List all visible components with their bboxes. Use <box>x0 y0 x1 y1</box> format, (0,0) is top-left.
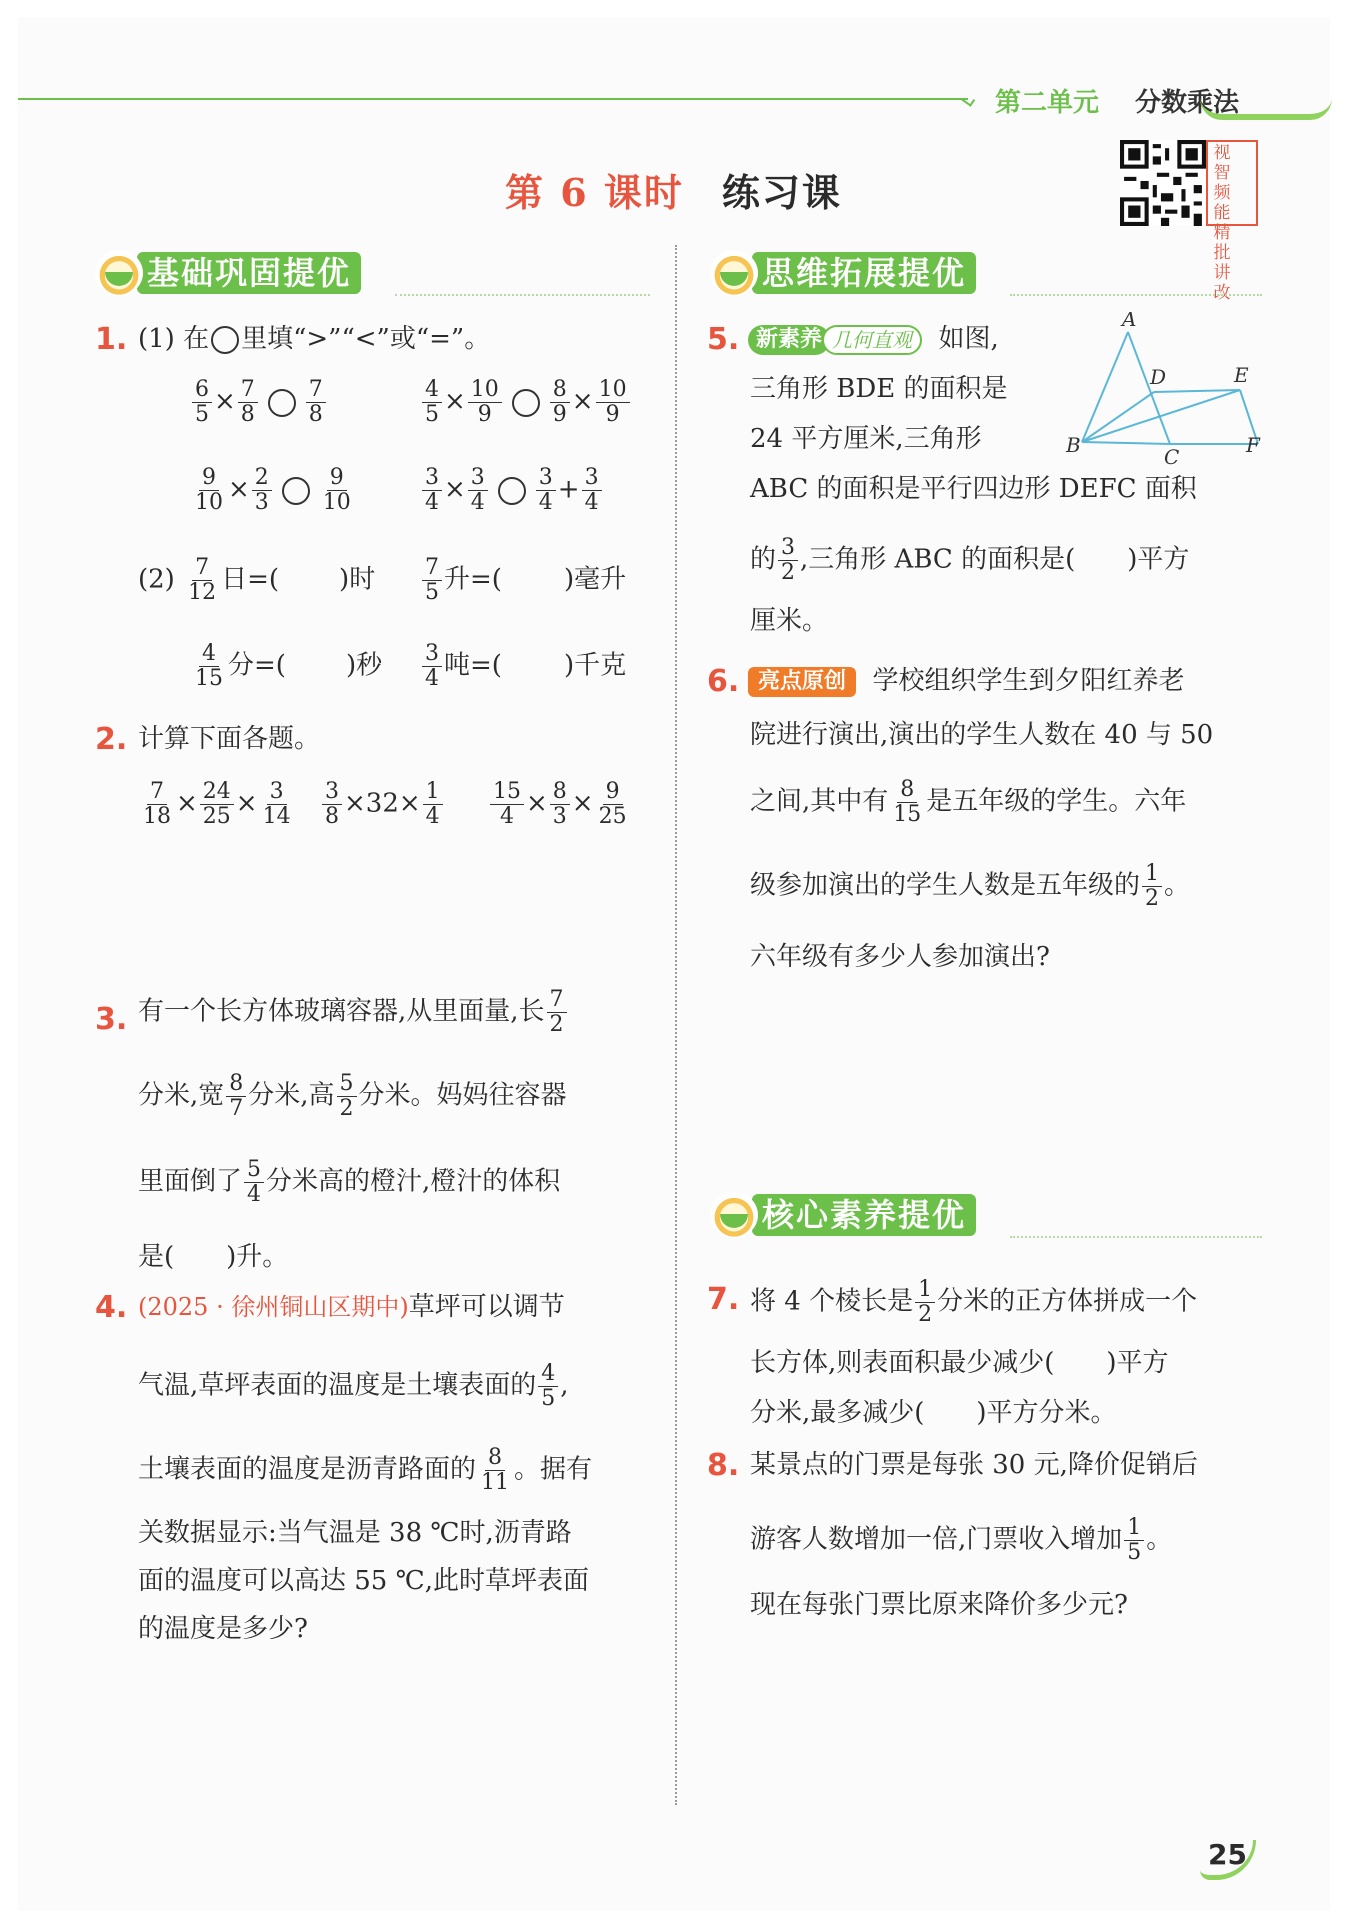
swoosh-decoration <box>1200 98 1332 120</box>
tag-geometry: 几何直观 <box>822 325 922 355</box>
q5-line3: 24 平方厘米,三角形 <box>750 424 982 454</box>
q6-line3: 之间,其中有 $\frac{8}{15}$ 是五年级的学生。六年 <box>750 777 1187 827</box>
q1-compare-3: $\frac{9}{10}$ × $\frac{2}{3}$ $\frac{9}{10}$ <box>195 465 351 515</box>
q1-part1-prompt: (1) 在 里填“>”“<”或“=”。 <box>138 324 491 354</box>
gear-icon <box>95 250 143 296</box>
q1-convert-2: $\frac{7}{5}$ 升=( )毫升 <box>420 556 626 605</box>
topic-label: 分数乘法 <box>1135 88 1240 118</box>
section-rule <box>1010 1236 1262 1238</box>
circle-blank[interactable] <box>498 477 526 505</box>
section-extend <box>710 250 976 296</box>
circle-blank[interactable] <box>512 389 540 417</box>
sprout-icon <box>710 250 758 296</box>
page-number: 25 <box>1208 1838 1247 1871</box>
q8-number: 8. <box>707 1448 740 1483</box>
section-core <box>710 1192 976 1238</box>
q3-line4: 是( )升。 <box>138 1242 289 1272</box>
q4-source: (2025 · 徐州铜山区期中) <box>138 1293 409 1321</box>
q6-line5: 六年级有多少人参加演出? <box>750 942 1050 972</box>
q2-expr-3: $\frac{15}{4}$ × $\frac{8}{3}$ × $\frac{9}{25}$ <box>488 780 632 829</box>
q5-line6: 厘米。 <box>750 606 829 636</box>
point-d-label: D <box>1150 365 1167 389</box>
point-e-label: E <box>1234 363 1249 387</box>
header-rule <box>18 98 968 100</box>
q1-compare-2: $\frac{4}{5}$ × $\frac{10}{9}$ $\frac{8}{9}$ × $\frac{10}{9}$ <box>420 378 632 427</box>
q5-line1: 新素养 几何直观 如图, <box>748 322 999 356</box>
q4-line5: 面的温度可以高达 55 ℃,此时草坪表面 <box>138 1566 589 1596</box>
q8-line3: 现在每张门票比原来降价多少元? <box>750 1590 1128 1620</box>
lesson-number: 第 6 课时 <box>505 170 684 215</box>
circle-blank <box>211 326 239 354</box>
q2-number: 2. <box>95 722 128 757</box>
tag-original: 亮点原创 <box>748 667 856 697</box>
circle-blank[interactable] <box>282 477 310 505</box>
q7-number: 7. <box>707 1282 740 1317</box>
point-b-label: B <box>1066 433 1081 457</box>
q4-number: 4. <box>95 1290 128 1325</box>
q6-line4: 级参加演出的学生人数是五年级的 $\frac{1}{2}$ 。 <box>750 861 1191 911</box>
q1-compare-4: $\frac{3}{4}$ × $\frac{3}{4}$ $\frac{3}{4}$ + $\frac{3}{4}$ <box>420 466 604 515</box>
q6-line1: 亮点原创 学校组织学生到夕阳红养老 <box>748 664 1185 698</box>
q5-number: 5. <box>707 322 740 357</box>
q4-line1: (2025 · 徐州铜山区期中)草坪可以调节 <box>138 1292 565 1322</box>
q3-line1: 有一个长方体玻璃容器,从里面量,长 $\frac{7}{2}$ <box>138 988 569 1037</box>
q6-number: 6. <box>707 664 740 699</box>
q5-line4: ABC 的面积是平行四边形 DEFC 面积 <box>750 474 1197 504</box>
q7-line2: 长方体,则表面积最少减少( )平方 <box>750 1348 1169 1378</box>
point-a-label: A <box>1122 312 1137 331</box>
q1-convert-4: $\frac{3}{4}$ 吨=( )千克 <box>420 642 626 691</box>
point-c-label: C <box>1164 445 1180 469</box>
qr-code-icon[interactable] <box>1120 140 1206 226</box>
section-rule <box>395 294 650 296</box>
q5-line5: 的 $\frac{3}{2}$ ,三角形 ABC 的面积是( )平方 <box>750 535 1190 585</box>
lesson-title <box>505 162 842 217</box>
q3-line3: 里面倒了 $\frac{5}{4}$ 分米高的橙汁,橙汁的体积 <box>138 1157 561 1207</box>
tag-new-literacy: 新素养 <box>748 325 830 355</box>
q4-line6: 的温度是多少? <box>138 1614 308 1644</box>
qr-label: 视 智 频 能 精 批 讲 改 <box>1206 140 1258 226</box>
q7-line1: 将 4 个棱长是 $\frac{1}{2}$ 分米的正方体拼成一个 <box>750 1277 1198 1327</box>
section-core-label: 核心素养提优 <box>752 1194 976 1236</box>
q1-number: 1. <box>95 322 128 357</box>
column-divider <box>675 245 677 1805</box>
section-basic-label: 基础巩固提优 <box>137 252 361 294</box>
section-rule <box>1010 294 1262 296</box>
q3-number: 3. <box>95 1002 128 1037</box>
q8-line2: 游客人数增加一倍,门票收入增加 $\frac{1}{5}$ 。 <box>750 1515 1173 1565</box>
circle-blank[interactable] <box>268 389 296 417</box>
trophy-icon <box>710 1192 758 1238</box>
section-extend-label: 思维拓展提优 <box>752 252 976 294</box>
unit-label: 第二单元 <box>995 88 1100 118</box>
q1-convert-3: $\frac{4}{15}$ 分=( )秒 <box>195 641 383 691</box>
q6-line2: 院进行演出,演出的学生人数在 40 与 50 <box>750 720 1214 750</box>
lesson-name: 练习课 <box>721 170 842 215</box>
q2-expr-1: $\frac{7}{18}$ × $\frac{24}{25}$ × $\frac{3}{14}$ <box>143 779 291 829</box>
q7-line3: 分米,最多减少( )平方分米。 <box>750 1398 1117 1428</box>
q3-line2: 分米,宽 $\frac{8}{7}$ 分米,高 $\frac{5}{2}$ 分米。妈妈往容器 <box>138 1071 567 1121</box>
point-f-label: F <box>1246 433 1260 457</box>
section-basic <box>95 250 361 296</box>
q5-line2: 三角形 BDE 的面积是 <box>750 374 1008 404</box>
q1-convert-1: (2) $\frac{7}{12}$ 日=( )时 <box>138 555 376 605</box>
q2-expr-2: $\frac{3}{8}$ ×32× $\frac{1}{4}$ <box>320 780 445 829</box>
geometry-figure <box>1062 312 1272 472</box>
q1-compare-1: $\frac{6}{5}$ × $\frac{7}{8}$ $\frac{7}{8}$ <box>190 378 328 427</box>
q4-line3: 土壤表面的温度是沥青路面的 $\frac{8}{11}$ 。据有 <box>138 1445 593 1495</box>
q4-line2: 气温,草坪表面的温度是土壤表面的 $\frac{4}{5}$ , <box>138 1361 569 1411</box>
q2-prompt: 计算下面各题。 <box>138 724 321 754</box>
q4-line4: 关数据显示:当气温是 38 ℃时,沥青路 <box>138 1518 572 1548</box>
q8-line1: 某景点的门票是每张 30 元,降价促销后 <box>750 1450 1198 1480</box>
